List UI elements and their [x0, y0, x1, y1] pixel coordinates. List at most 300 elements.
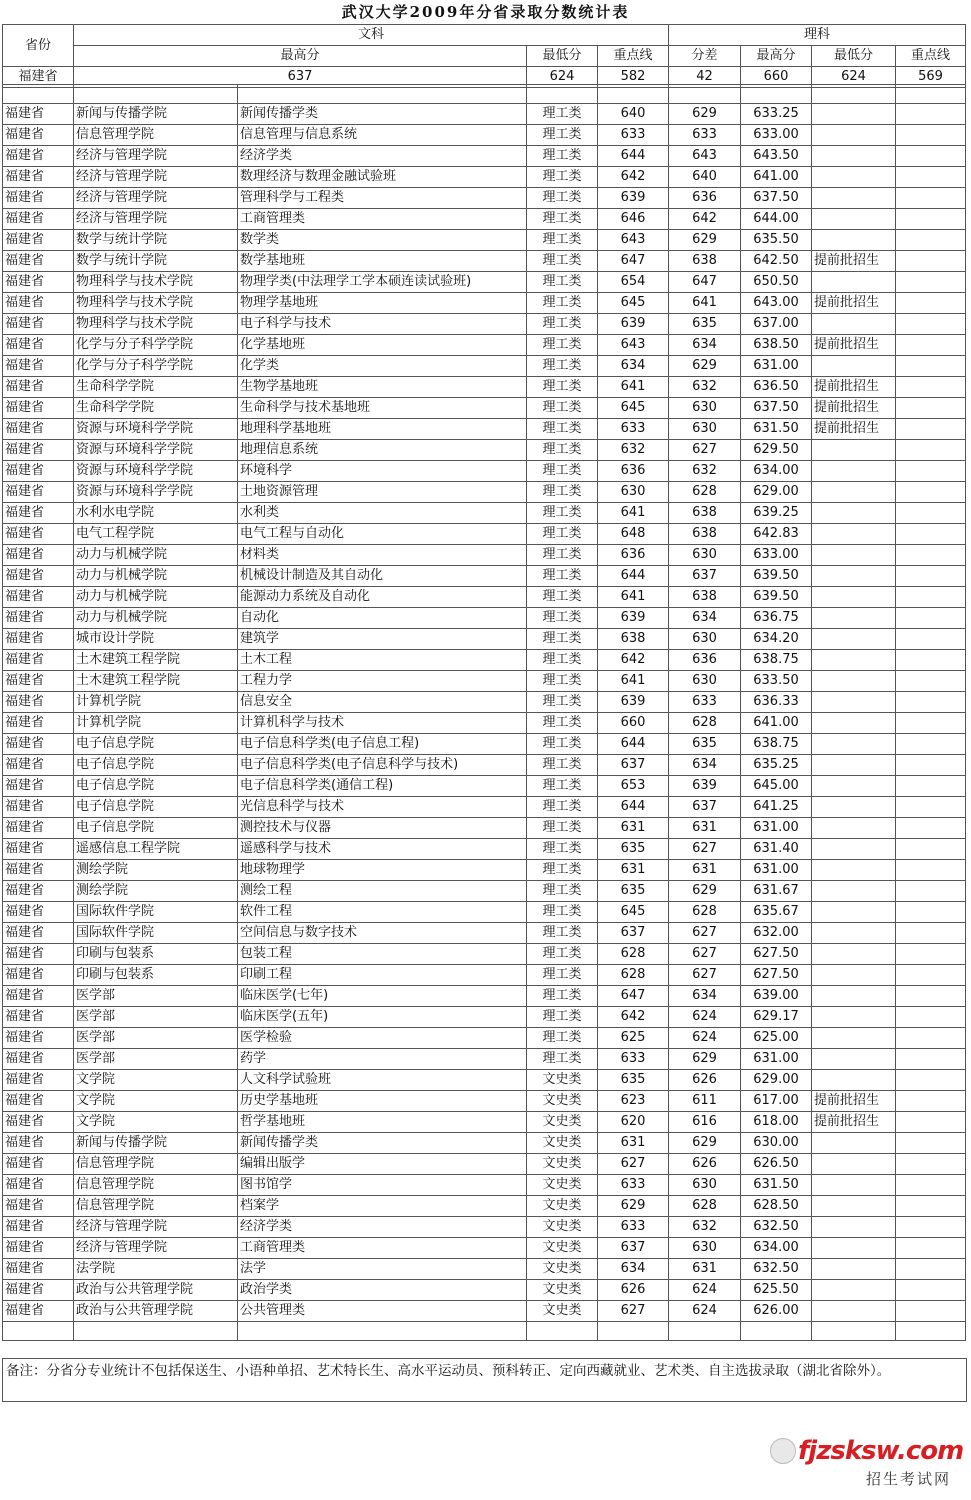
cell-remark [812, 1217, 896, 1238]
cell-extra [896, 671, 966, 692]
blank-cell [669, 85, 741, 104]
like-header: 理科 [669, 25, 966, 46]
cell-avg: 631.67 [741, 881, 812, 902]
cell-max: 638 [598, 629, 669, 650]
cell-extra [896, 335, 966, 356]
blank-cell [74, 85, 238, 104]
cell-college: 信息管理学院 [74, 125, 238, 146]
cell-remark [812, 629, 896, 650]
cell-major: 工程力学 [238, 671, 527, 692]
cell-remark: 提前批招生 [812, 398, 896, 419]
cell-max: 642 [598, 167, 669, 188]
cell-category: 文史类 [527, 1175, 598, 1196]
cell-college: 电子信息学院 [74, 818, 238, 839]
cell-min: 647 [669, 272, 741, 293]
cell-category: 理工类 [527, 209, 598, 230]
cell-college: 国际软件学院 [74, 923, 238, 944]
cell-min: 624 [669, 1280, 741, 1301]
cell-min: 643 [669, 146, 741, 167]
wenke-keyline-header: 重点线 [598, 46, 669, 67]
cell-avg: 632.00 [741, 923, 812, 944]
cell-min: 629 [669, 1049, 741, 1070]
cell-extra [896, 923, 966, 944]
cell-min: 626 [669, 1154, 741, 1175]
cell-major: 地球物理学 [238, 860, 527, 881]
cell-extra [896, 1028, 966, 1049]
cell-min: 636 [669, 650, 741, 671]
cell-avg: 634.20 [741, 629, 812, 650]
cell-province: 福建省 [3, 692, 74, 713]
cell-province: 福建省 [3, 713, 74, 734]
cell-major: 化学类 [238, 356, 527, 377]
cell-avg: 631.40 [741, 839, 812, 860]
table-row [3, 1007, 966, 1028]
cell-avg: 626.00 [741, 1301, 812, 1322]
footnote: 备注：分省分专业统计不包括保送生、小语种单招、艺术特长生、高水平运动员、预科转正、定向西藏就业、艺术类、自主选拔录取（湖北省除外）。 [2, 1358, 967, 1402]
summary-wenke-max: 637 [74, 67, 527, 88]
cell-major: 空间信息与数字技术 [238, 923, 527, 944]
cell-college: 动力与机械学院 [74, 566, 238, 587]
cell-remark [812, 881, 896, 902]
cell-max: 636 [598, 461, 669, 482]
wenke-min-header: 最低分 [527, 46, 598, 67]
cell-min: 637 [669, 566, 741, 587]
cell-min: 629 [669, 230, 741, 251]
cell-category: 文史类 [527, 1301, 598, 1322]
cell-avg: 632.50 [741, 1217, 812, 1238]
blank-cell [896, 85, 966, 104]
cell-major: 数理经济与数理金融试验班 [238, 167, 527, 188]
cell-remark [812, 860, 896, 881]
cell-avg: 639.25 [741, 503, 812, 524]
cell-min: 631 [669, 860, 741, 881]
cell-max: 644 [598, 146, 669, 167]
table-row [3, 692, 966, 713]
cell-extra [896, 881, 966, 902]
cell-college: 计算机学院 [74, 692, 238, 713]
table-row [3, 125, 966, 146]
table-row [3, 251, 966, 272]
cell-college: 数学与统计学院 [74, 230, 238, 251]
cell-avg: 617.00 [741, 1091, 812, 1112]
table-row [3, 440, 966, 461]
cell-college: 电气工程学院 [74, 524, 238, 545]
cell-remark [812, 671, 896, 692]
cell-avg: 631.00 [741, 860, 812, 881]
cell-major: 医学检验 [238, 1028, 527, 1049]
cell-max: 630 [598, 482, 669, 503]
cell-avg: 645.00 [741, 776, 812, 797]
cell-remark [812, 755, 896, 776]
cell-extra [896, 398, 966, 419]
cell-min: 624 [669, 1301, 741, 1322]
cell-extra [896, 503, 966, 524]
cell-college: 计算机学院 [74, 713, 238, 734]
cell-province: 福建省 [3, 860, 74, 881]
cell-remark [812, 1049, 896, 1070]
cell-max: 641 [598, 377, 669, 398]
cell-max: 639 [598, 314, 669, 335]
summary-like-min: 624 [812, 67, 896, 88]
cell-major: 药学 [238, 1049, 527, 1070]
cell-category: 理工类 [527, 545, 598, 566]
cell-major: 图书馆学 [238, 1175, 527, 1196]
cell-avg: 625.00 [741, 1028, 812, 1049]
table-row [3, 965, 966, 986]
blank-row [3, 1322, 966, 1341]
cell-extra [896, 1217, 966, 1238]
cell-max: 631 [598, 860, 669, 881]
cell-max: 640 [598, 104, 669, 125]
cell-extra [896, 419, 966, 440]
cell-college: 资源与环境科学学院 [74, 440, 238, 461]
cell-remark: 提前批招生 [812, 335, 896, 356]
cell-remark [812, 1070, 896, 1091]
cell-remark [812, 923, 896, 944]
cell-category: 理工类 [527, 125, 598, 146]
cell-avg: 631.50 [741, 419, 812, 440]
cell-college: 遥感信息工程学院 [74, 839, 238, 860]
cell-max: 660 [598, 713, 669, 734]
cell-avg: 631.00 [741, 818, 812, 839]
cell-major: 临床医学(五年) [238, 1007, 527, 1028]
table-row [3, 713, 966, 734]
table-row [3, 860, 966, 881]
cell-college: 医学部 [74, 986, 238, 1007]
cell-avg: 636.50 [741, 377, 812, 398]
cell-remark [812, 713, 896, 734]
cell-min: 627 [669, 965, 741, 986]
cell-remark: 提前批招生 [812, 251, 896, 272]
cell-major: 法学 [238, 1259, 527, 1280]
blank-cell [3, 1322, 74, 1341]
cell-major: 测控技术与仪器 [238, 818, 527, 839]
cell-college: 医学部 [74, 1007, 238, 1028]
cell-extra [896, 692, 966, 713]
table-row [3, 1049, 966, 1070]
cell-province: 福建省 [3, 818, 74, 839]
table-row [3, 209, 966, 230]
table-row [3, 1280, 966, 1301]
cell-college: 资源与环境科学学院 [74, 461, 238, 482]
summary-province: 福建省 [3, 67, 74, 88]
cell-category: 文史类 [527, 1238, 598, 1259]
cell-max: 627 [598, 1154, 669, 1175]
blank-cell [238, 85, 527, 104]
cell-extra [896, 608, 966, 629]
cell-max: 645 [598, 902, 669, 923]
cell-major: 经济学类 [238, 1217, 527, 1238]
cell-college: 信息管理学院 [74, 1154, 238, 1175]
table-row [3, 314, 966, 335]
cell-min: 628 [669, 1196, 741, 1217]
cell-max: 631 [598, 1133, 669, 1154]
cell-max: 635 [598, 881, 669, 902]
cell-max: 643 [598, 335, 669, 356]
cell-avg: 639.50 [741, 587, 812, 608]
cell-avg: 628.50 [741, 1196, 812, 1217]
cell-avg: 639.50 [741, 566, 812, 587]
cell-category: 理工类 [527, 692, 598, 713]
cell-province: 福建省 [3, 146, 74, 167]
cell-province: 福建省 [3, 986, 74, 1007]
cell-avg: 634.00 [741, 1238, 812, 1259]
cell-province: 福建省 [3, 209, 74, 230]
cell-remark [812, 188, 896, 209]
cell-major: 包装工程 [238, 944, 527, 965]
table-row [3, 1301, 966, 1322]
cell-avg: 633.00 [741, 545, 812, 566]
cell-min: 636 [669, 188, 741, 209]
table-row [3, 1154, 966, 1175]
cell-category: 文史类 [527, 1217, 598, 1238]
cell-max: 620 [598, 1112, 669, 1133]
cell-province: 福建省 [3, 461, 74, 482]
blank-cell [598, 1322, 669, 1341]
table-row [3, 1196, 966, 1217]
table-row [3, 1133, 966, 1154]
cell-extra [896, 188, 966, 209]
cell-extra [896, 797, 966, 818]
cell-province: 福建省 [3, 314, 74, 335]
cell-category: 理工类 [527, 251, 598, 272]
cell-category: 理工类 [527, 818, 598, 839]
cell-remark [812, 167, 896, 188]
cell-province: 福建省 [3, 755, 74, 776]
cell-min: 630 [669, 545, 741, 566]
cell-college: 水利水电学院 [74, 503, 238, 524]
cell-major: 能源动力系统及自动化 [238, 587, 527, 608]
cell-college: 信息管理学院 [74, 1196, 238, 1217]
cell-min: 624 [669, 1028, 741, 1049]
cell-max: 639 [598, 692, 669, 713]
cell-max: 636 [598, 545, 669, 566]
blank-cell [598, 85, 669, 104]
cell-major: 编辑出版学 [238, 1154, 527, 1175]
table-row [3, 398, 966, 419]
table-row [3, 881, 966, 902]
cell-min: 634 [669, 608, 741, 629]
table-row [3, 1259, 966, 1280]
cell-province: 福建省 [3, 881, 74, 902]
cell-extra [896, 818, 966, 839]
cell-category: 理工类 [527, 776, 598, 797]
cell-category: 理工类 [527, 986, 598, 1007]
cell-avg: 631.00 [741, 1049, 812, 1070]
cell-avg: 626.50 [741, 1154, 812, 1175]
cell-category: 理工类 [527, 902, 598, 923]
table-row [3, 272, 966, 293]
cell-remark [812, 1133, 896, 1154]
cell-avg: 639.00 [741, 986, 812, 1007]
cell-category: 理工类 [527, 1028, 598, 1049]
cell-remark [812, 650, 896, 671]
cell-avg: 629.00 [741, 482, 812, 503]
cell-extra [896, 566, 966, 587]
cell-min: 631 [669, 1259, 741, 1280]
cell-college: 电子信息学院 [74, 734, 238, 755]
cell-max: 633 [598, 1049, 669, 1070]
cell-province: 福建省 [3, 965, 74, 986]
cell-remark [812, 125, 896, 146]
cell-avg: 638.75 [741, 734, 812, 755]
cell-province: 福建省 [3, 1133, 74, 1154]
cell-remark [812, 356, 896, 377]
cell-min: 626 [669, 1070, 741, 1091]
cell-major: 新闻传播学类 [238, 104, 527, 125]
cell-college: 医学部 [74, 1049, 238, 1070]
cell-province: 福建省 [3, 734, 74, 755]
cell-avg: 637.50 [741, 398, 812, 419]
cell-min: 638 [669, 587, 741, 608]
table-row [3, 1070, 966, 1091]
cell-category: 理工类 [527, 167, 598, 188]
cell-min: 628 [669, 482, 741, 503]
cell-category: 理工类 [527, 713, 598, 734]
cell-category: 文史类 [527, 1259, 598, 1280]
cell-max: 645 [598, 293, 669, 314]
cell-province: 福建省 [3, 1217, 74, 1238]
cell-major: 电子科学与技术 [238, 314, 527, 335]
cell-province: 福建省 [3, 944, 74, 965]
cell-max: 642 [598, 650, 669, 671]
cell-min: 629 [669, 104, 741, 125]
page-title: 武汉大学2009年分省录取分数统计表 [341, 3, 630, 21]
cell-min: 630 [669, 629, 741, 650]
cell-max: 639 [598, 188, 669, 209]
table-row [3, 461, 966, 482]
table-row [3, 566, 966, 587]
like-keyline-header: 重点线 [896, 46, 966, 67]
cell-major: 电子信息科学类(通信工程) [238, 776, 527, 797]
cell-major: 水利类 [238, 503, 527, 524]
table-row [3, 188, 966, 209]
cell-min: 630 [669, 398, 741, 419]
cell-max: 627 [598, 1301, 669, 1322]
cell-major: 信息安全 [238, 692, 527, 713]
cell-major: 物理学基地班 [238, 293, 527, 314]
cell-avg: 635.67 [741, 902, 812, 923]
cell-province: 福建省 [3, 335, 74, 356]
table-row [3, 503, 966, 524]
cell-max: 633 [598, 1175, 669, 1196]
cell-major: 地理信息系统 [238, 440, 527, 461]
cell-category: 理工类 [527, 419, 598, 440]
table-row [3, 293, 966, 314]
cell-extra [896, 1196, 966, 1217]
cell-max: 629 [598, 1196, 669, 1217]
blank-cell [812, 85, 896, 104]
cell-province: 福建省 [3, 1175, 74, 1196]
cell-province: 福建省 [3, 188, 74, 209]
cell-avg: 637.00 [741, 314, 812, 335]
cell-college: 印刷与包装系 [74, 965, 238, 986]
cell-extra [896, 293, 966, 314]
cell-min: 635 [669, 314, 741, 335]
table-row [3, 1091, 966, 1112]
cell-category: 理工类 [527, 335, 598, 356]
cell-avg: 625.50 [741, 1280, 812, 1301]
cell-province: 福建省 [3, 1154, 74, 1175]
cell-avg: 634.00 [741, 461, 812, 482]
cell-extra [896, 1091, 966, 1112]
cell-category: 理工类 [527, 881, 598, 902]
cell-remark [812, 566, 896, 587]
cell-province: 福建省 [3, 419, 74, 440]
cell-remark [812, 503, 896, 524]
cell-min: 630 [669, 671, 741, 692]
cell-max: 634 [598, 356, 669, 377]
cell-extra [896, 713, 966, 734]
cell-min: 628 [669, 713, 741, 734]
table-row [3, 1217, 966, 1238]
cell-remark [812, 1175, 896, 1196]
cell-min: 635 [669, 734, 741, 755]
table-row [3, 734, 966, 755]
cell-min: 633 [669, 125, 741, 146]
cell-remark [812, 944, 896, 965]
cell-max: 644 [598, 734, 669, 755]
table-row [3, 482, 966, 503]
cell-min: 633 [669, 692, 741, 713]
cell-province: 福建省 [3, 1028, 74, 1049]
cell-max: 647 [598, 986, 669, 1007]
cell-max: 628 [598, 965, 669, 986]
cell-max: 642 [598, 1007, 669, 1028]
cell-min: 629 [669, 356, 741, 377]
table-row [3, 335, 966, 356]
cell-min: 616 [669, 1112, 741, 1133]
cell-min: 642 [669, 209, 741, 230]
table-row [3, 356, 966, 377]
cell-province: 福建省 [3, 272, 74, 293]
cell-extra [896, 230, 966, 251]
cell-college: 物理科学与技术学院 [74, 314, 238, 335]
cell-avg: 633.50 [741, 671, 812, 692]
province-header: 省份 [3, 25, 74, 67]
blank-cell [896, 1322, 966, 1341]
cell-max: 644 [598, 566, 669, 587]
cell-category: 理工类 [527, 293, 598, 314]
cell-min: 634 [669, 755, 741, 776]
cell-college: 化学与分子科学学院 [74, 356, 238, 377]
cell-min: 628 [669, 902, 741, 923]
cell-max: 641 [598, 503, 669, 524]
cell-avg: 642.50 [741, 251, 812, 272]
cell-province: 福建省 [3, 482, 74, 503]
cell-remark [812, 839, 896, 860]
cell-category: 理工类 [527, 860, 598, 881]
cell-extra [896, 860, 966, 881]
cell-college: 文学院 [74, 1112, 238, 1133]
cell-extra [896, 839, 966, 860]
cell-avg: 627.50 [741, 965, 812, 986]
cell-extra [896, 944, 966, 965]
cell-major: 档案学 [238, 1196, 527, 1217]
cell-college: 经济与管理学院 [74, 146, 238, 167]
cell-category: 理工类 [527, 482, 598, 503]
cell-major: 物理学类(中法理学工学本硕连读试验班) [238, 272, 527, 293]
cell-extra [896, 482, 966, 503]
cell-extra [896, 461, 966, 482]
cell-category: 理工类 [527, 146, 598, 167]
cell-remark [812, 776, 896, 797]
cell-extra [896, 755, 966, 776]
cell-extra [896, 1259, 966, 1280]
cell-major: 哲学基地班 [238, 1112, 527, 1133]
table-row [3, 230, 966, 251]
table-row [3, 902, 966, 923]
